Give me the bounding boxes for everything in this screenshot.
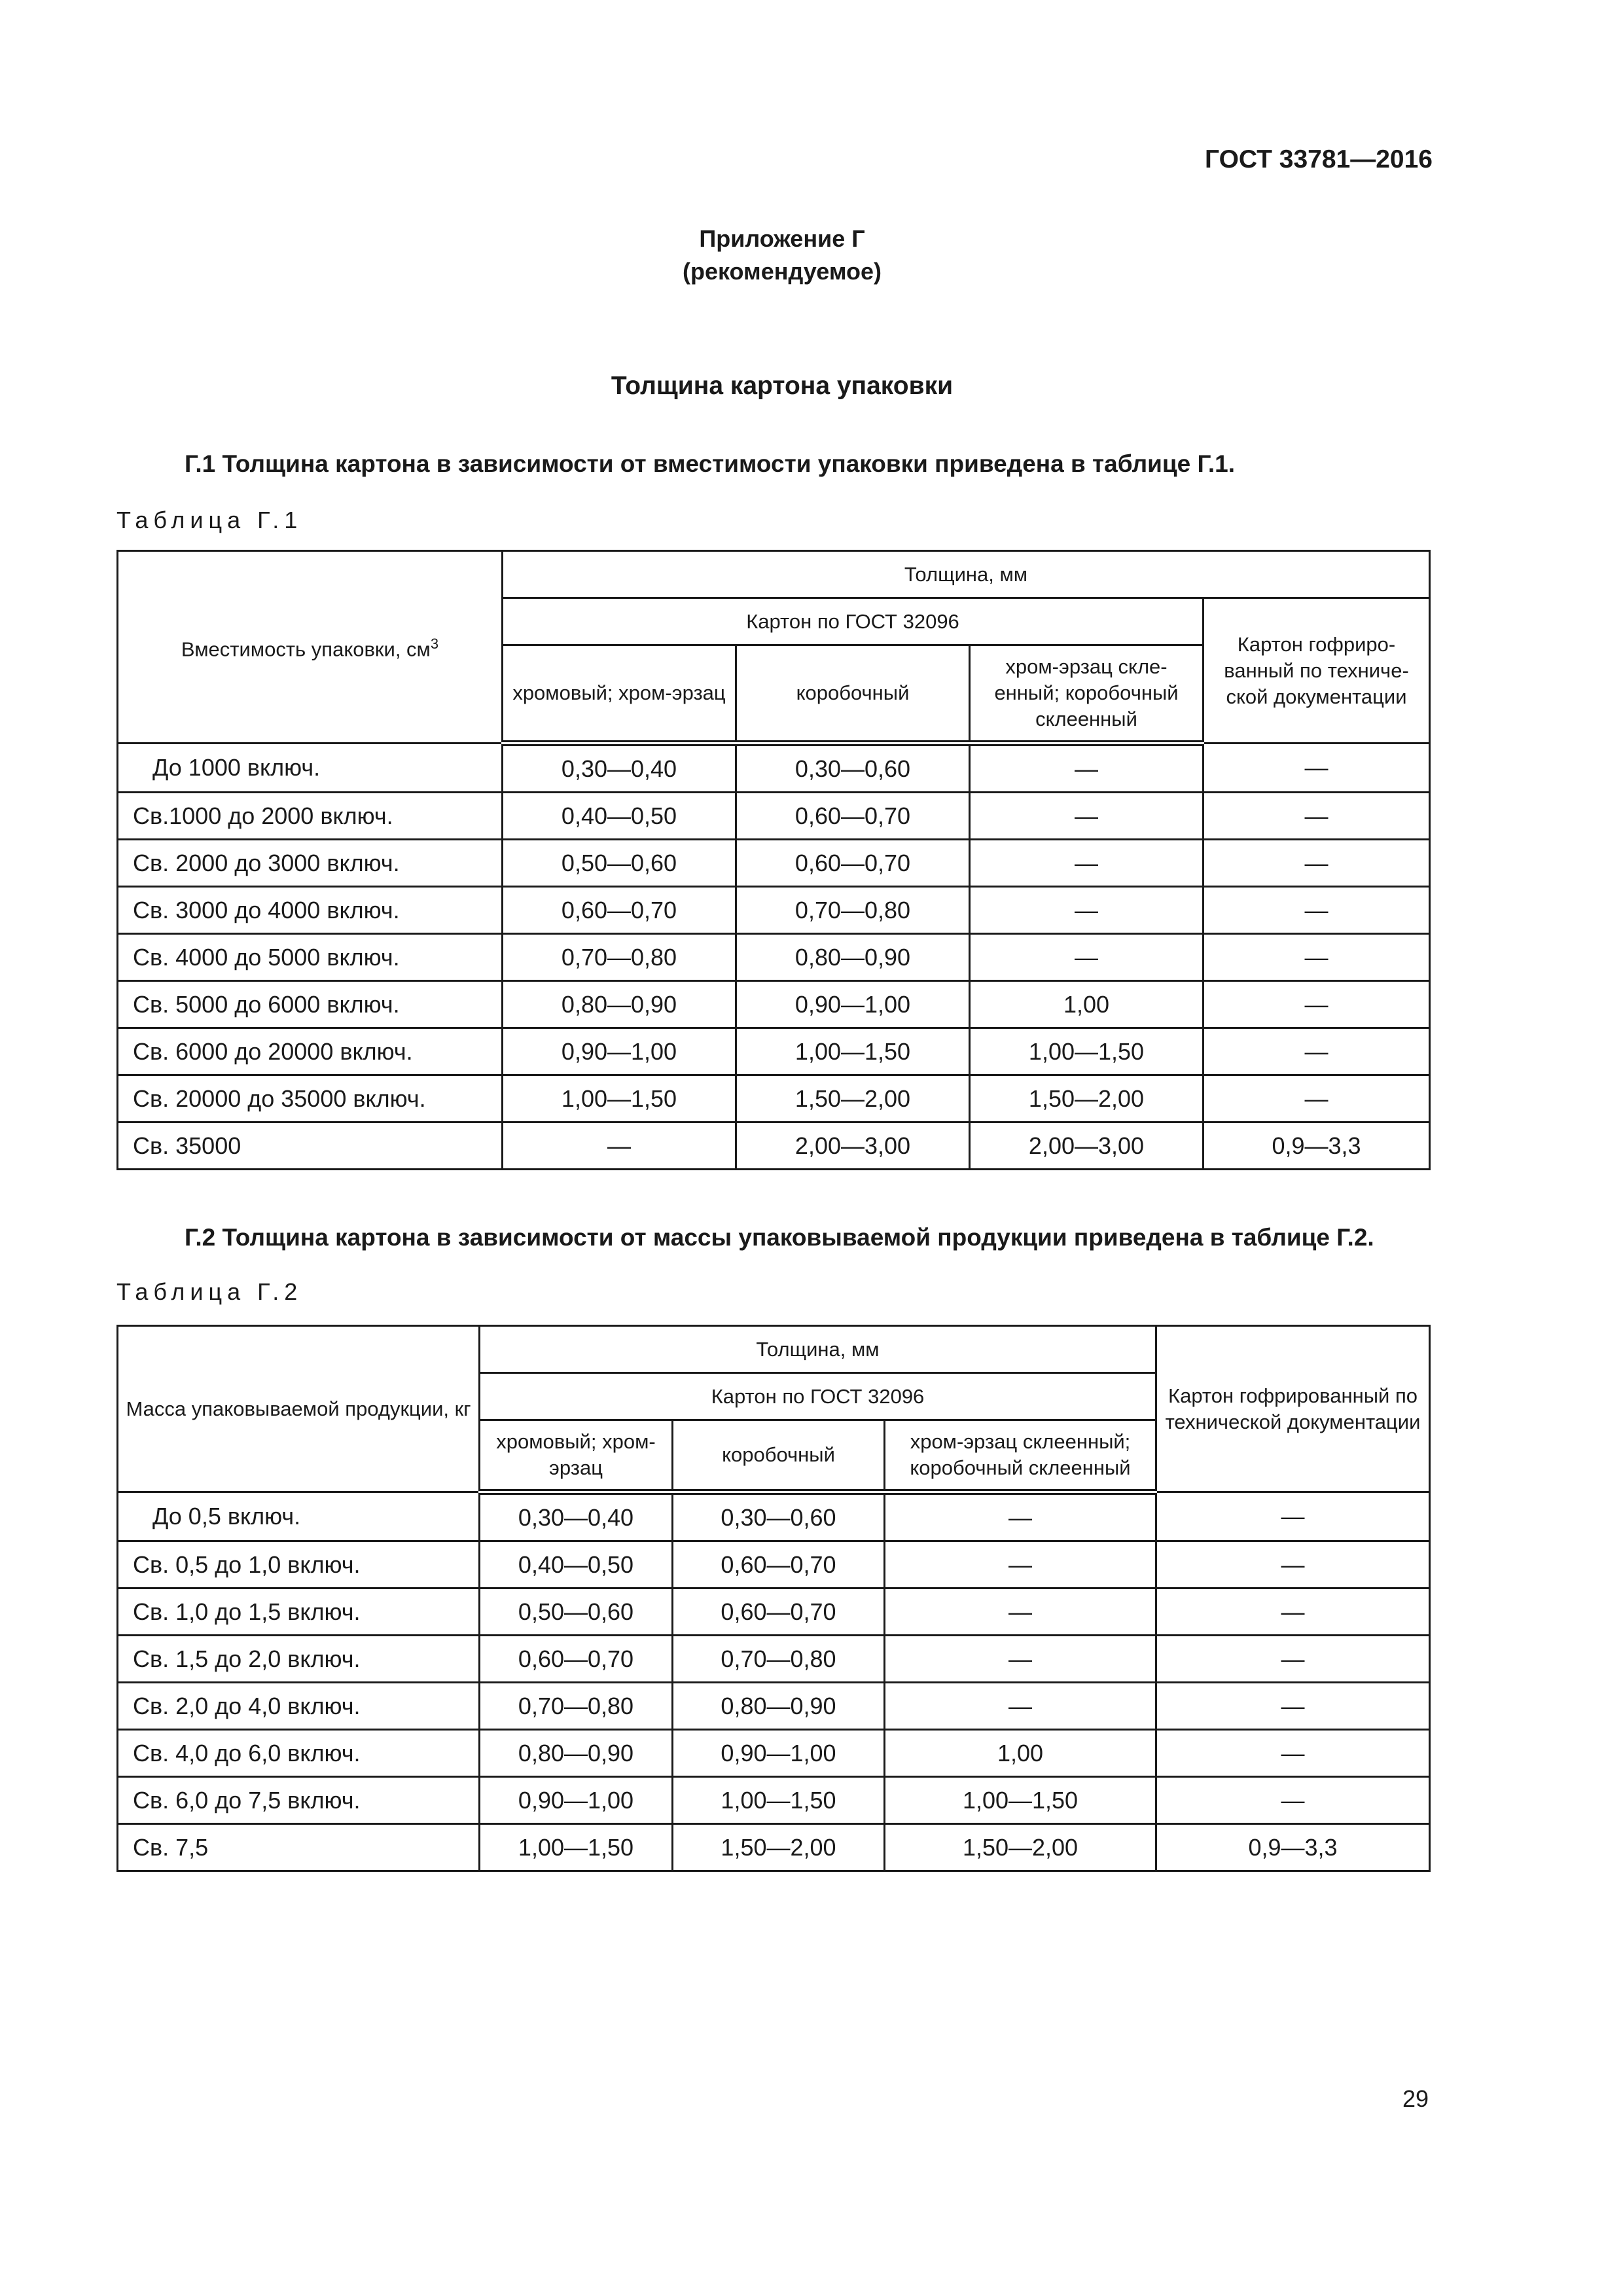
table-2-cell: 0,40—0,50 [480,1541,673,1588]
table-1-cell: 0,80—0,90 [736,934,970,981]
table-2-row-label: Св. 0,5 до 1,0 включ. [118,1541,480,1588]
table-2-cell: 1,50—2,00 [885,1824,1156,1871]
table-2-row [118,1636,1430,1683]
table-2-cell: 0,9—3,3 [1156,1824,1430,1871]
table-1-cell: — [1204,887,1430,934]
table-2-cell: — [1156,1730,1430,1777]
table-1-cell: 0,90—1,00 [503,1028,736,1075]
table-1-row-label-header: Вместимость упаковки, $см^3$ [118,551,503,744]
table-1-cell: — [1204,1075,1430,1122]
gost-code: ГОСТ 33781—2016 [1205,145,1433,173]
table-1-row [118,887,1430,934]
table-2-cell: — [1156,1588,1430,1636]
table-2-cell: — [885,1636,1156,1683]
table-2-row-label: Св. 4,0 до 6,0 включ. [118,1730,480,1777]
table-2-cell: 0,50—0,60 [480,1588,673,1636]
table-1-cell: 1,00 [970,981,1204,1028]
table-1-row-label: Св. 3000 до 4000 включ. [118,887,503,934]
table-1-cell: 0,30—0,40 [503,744,736,793]
table-2-cell: — [1156,1541,1430,1588]
table-1-cell: 2,00—3,00 [970,1122,1204,1170]
table-1-cell: — [1204,793,1430,840]
table-1-row [118,1028,1430,1075]
document-title: Толщина картона упаковки [611,372,954,400]
table-1-thickness-header: Толщина, мм [503,551,1430,598]
table-2-row-label: Св. 1,5 до 2,0 включ. [118,1636,480,1683]
table-1-row [118,981,1430,1028]
table-1-cell: — [970,793,1204,840]
table-2-corrugated-header: Картон гофрированный по технической документации [1156,1326,1430,1492]
table-2-row-label: Св. 2,0 до 4,0 включ. [118,1683,480,1730]
table-2-cell: 1,50—2,00 [673,1824,885,1871]
table-1-cell: — [970,934,1204,981]
table-2-row-label-header: Масса упаковываемой продукции, кг [118,1326,480,1492]
table-2-row [118,1824,1430,1871]
table-1-row [118,934,1430,981]
table-1-col-glued: хром-эрзац скле-енный; коробочный склеенный [970,645,1204,744]
table-1-row [118,1122,1430,1170]
table-1-row [118,1075,1430,1122]
table-1-row-label: Св.1000 до 2000 включ. [118,793,503,840]
table-1-row-label: Св. 5000 до 6000 включ. [118,981,503,1028]
table-1-cell: 0,60—0,70 [736,840,970,887]
table-2-row-label: До 0,5 включ. [118,1492,480,1541]
table-2-row [118,1588,1430,1636]
table-1-row [118,744,1430,793]
table-2 [116,1325,1431,1872]
table-2-cell: — [885,1541,1156,1588]
table-2-row [118,1541,1430,1588]
table-2-cell: — [885,1588,1156,1636]
appendix-title: Приложение Г [699,225,865,252]
table-2-row [118,1730,1430,1777]
table-2-thickness-header: Толщина, мм [480,1326,1156,1373]
table-2-cell: 1,00 [885,1730,1156,1777]
table-2-cell: 0,90—1,00 [480,1777,673,1824]
table-2-cell: 1,00—1,50 [885,1777,1156,1824]
table-1-corrugated-header: Картон гофриро-ванный по техниче-ской документации [1204,598,1430,744]
table-1-cell: — [970,744,1204,793]
table-1-cell: — [503,1122,736,1170]
table-1-cell: 1,00—1,50 [736,1028,970,1075]
table-2-cell: — [1156,1492,1430,1541]
table-2-cell: 1,00—1,50 [480,1824,673,1871]
table-2-cell: — [1156,1777,1430,1824]
table-1 [116,550,1431,1170]
table-1-cell: 0,60—0,70 [736,793,970,840]
table-1-cell: 0,40—0,50 [503,793,736,840]
table-1-row-label: Св. 35000 [118,1122,503,1170]
table-2-caption: Таблица Г.2 [116,1278,303,1305]
table-2-row [118,1777,1430,1824]
table-1-row-label: Св. 20000 до 35000 включ. [118,1075,503,1122]
table-1-row-label: До 1000 включ. [118,744,503,793]
table-1-cell: 0,50—0,60 [503,840,736,887]
table-1-cell: — [1204,1028,1430,1075]
table-1-body [118,744,1430,1170]
appendix-status: (рекомендуемое) [683,258,882,285]
table-1-cell: 0,70—0,80 [503,934,736,981]
table-2-cell: — [1156,1636,1430,1683]
table-1-cell: 0,60—0,70 [503,887,736,934]
table-1-cell: 1,00—1,50 [970,1028,1204,1075]
table-2-row-label: Св. 1,0 до 1,5 включ. [118,1588,480,1636]
table-1-cell: — [1204,744,1430,793]
table-1-cell: — [970,840,1204,887]
table-1-cell: — [1204,981,1430,1028]
table-2-cell: 1,00—1,50 [673,1777,885,1824]
table-2-row-label: Св. 6,0 до 7,5 включ. [118,1777,480,1824]
table-1-caption: Таблица Г.1 [116,507,303,533]
table-1-row-label: Св. 4000 до 5000 включ. [118,934,503,981]
table-2-cell: — [885,1683,1156,1730]
table-1-col-box: коробочный [736,645,970,744]
table-1-cell: 1,50—2,00 [736,1075,970,1122]
table-2-cell: 0,60—0,70 [673,1541,885,1588]
table-1-cell: 0,30—0,60 [736,744,970,793]
table-2-cell: 0,30—0,60 [673,1492,885,1541]
table-2-cell: 0,80—0,90 [673,1683,885,1730]
table-2-cell: 0,30—0,40 [480,1492,673,1541]
table-1-row [118,840,1430,887]
table-1-col-chrome: хромовый; хром-эрзац [503,645,736,744]
table-1-cell: 0,70—0,80 [736,887,970,934]
table-2-body [118,1492,1430,1871]
table-2-col-box: коробочный [673,1420,885,1492]
table-1-cell: — [1204,840,1430,887]
table-2-cell: 0,60—0,70 [480,1636,673,1683]
table-2-cell: 0,80—0,90 [480,1730,673,1777]
table-2-row-label: Св. 7,5 [118,1824,480,1871]
section-1-paragraph: Г.1 Толщина картона в зависимости от вместимости упаковки приведена в таблице Г.1. [185,450,1235,477]
table-2-row [118,1492,1430,1541]
page-number: 29 [1402,2085,1429,2112]
table-2-cell: 0,90—1,00 [673,1730,885,1777]
table-1-cell: 0,90—1,00 [736,981,970,1028]
table-2-cell: 0,70—0,80 [673,1636,885,1683]
table-1-cell: 0,80—0,90 [503,981,736,1028]
section-2-paragraph: Г.2 Толщина картона в зависимости от массы упаковываемой продукции приведена в таблице Г.2. [185,1224,1374,1251]
table-1-cell: 2,00—3,00 [736,1122,970,1170]
table-2-row [118,1683,1430,1730]
table-1-cell: 1,00—1,50 [503,1075,736,1122]
table-2-col-glued: хром-эрзац склеенный; коробочный склеенный [885,1420,1156,1492]
appendix-heading [0,223,1564,288]
table-1-cell: — [1204,934,1430,981]
table-1-row-label: Св. 6000 до 20000 включ. [118,1028,503,1075]
table-2-col-chrome: хромовый; хром-эрзац [480,1420,673,1492]
table-1-cell: 0,9—3,3 [1204,1122,1430,1170]
table-2-cell: 0,60—0,70 [673,1588,885,1636]
table-2-carton-gost-header: Картон по ГОСТ 32096 [480,1373,1156,1420]
table-2-cell: — [885,1492,1156,1541]
table-2-cell: — [1156,1683,1430,1730]
table-1-row-label: Св. 2000 до 3000 включ. [118,840,503,887]
table-2-cell: 0,70—0,80 [480,1683,673,1730]
table-1-row [118,793,1430,840]
table-1-cell: — [970,887,1204,934]
table-1-carton-gost-header: Картон по ГОСТ 32096 [503,598,1204,645]
table-1-cell: 1,50—2,00 [970,1075,1204,1122]
